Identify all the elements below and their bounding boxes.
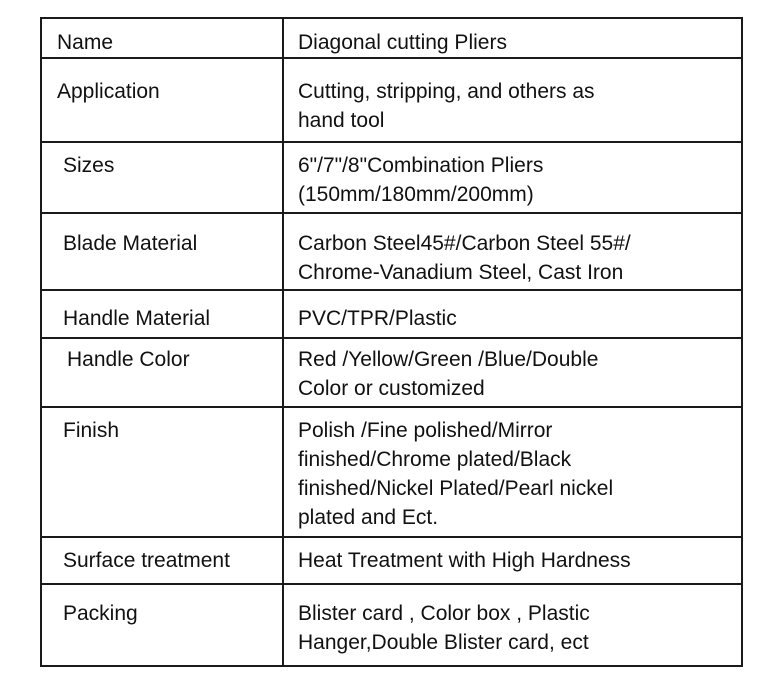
row-label: Sizes	[63, 154, 115, 177]
table-row	[41, 18, 742, 58]
row-label: Name	[57, 31, 114, 54]
row-label: Application	[57, 80, 160, 103]
table-row	[41, 338, 742, 407]
row-label-cell	[41, 213, 283, 290]
spec-table	[40, 17, 743, 667]
table-row	[41, 407, 742, 537]
row-value-cell	[283, 58, 742, 142]
row-value-cell	[283, 584, 742, 666]
row-label-cell	[41, 584, 283, 666]
row-value-cell	[283, 18, 742, 58]
row-value: Cutting, stripping, and others as hand tool	[298, 80, 595, 132]
row-value-cell	[283, 537, 742, 584]
row-label: Packing	[63, 602, 138, 625]
row-value: PVC/TPR/Plastic	[298, 307, 457, 330]
table-row	[41, 142, 742, 213]
row-label-cell	[41, 18, 283, 58]
row-value-cell	[283, 290, 742, 338]
row-label: Surface treatment	[63, 549, 230, 572]
row-value: Blister card , Color box , Plastic Hanger,Double Blister card, ect	[298, 602, 590, 654]
table-row	[41, 58, 742, 142]
row-value-cell	[283, 142, 742, 213]
row-label: Finish	[63, 419, 120, 442]
table-row	[41, 584, 742, 666]
row-value: Polish /Fine polished/Mirror finished/Chrome plated/Black finished/Nickel Plated/Pearl nickel plated and Ect.	[298, 419, 614, 529]
row-value-cell	[283, 407, 742, 537]
row-label-cell	[41, 58, 283, 142]
row-label-cell	[41, 407, 283, 537]
row-value: Red /Yellow/Green /Blue/Double Color or customized	[298, 348, 599, 400]
row-value-cell	[283, 213, 742, 290]
row-value: Diagonal cutting Pliers	[298, 31, 507, 54]
row-value: Heat Treatment with High Hardness	[298, 549, 631, 572]
row-value: Carbon Steel45#/Carbon Steel 55#/ Chrome-Vanadium Steel, Cast Iron	[298, 232, 631, 284]
row-label-cell	[41, 142, 283, 213]
row-label: Blade Material	[63, 232, 198, 255]
table-row	[41, 213, 742, 290]
row-value: 6"/7"/8"Combination Pliers (150mm/180mm/200mm)	[298, 154, 544, 206]
row-label-cell	[41, 338, 283, 407]
row-value-cell	[283, 338, 742, 407]
table-row	[41, 537, 742, 584]
row-label: Handle Material	[63, 307, 211, 330]
row-label-cell	[41, 290, 283, 338]
row-label-cell	[41, 537, 283, 584]
row-label: Handle Color	[67, 348, 190, 371]
table-row	[41, 290, 742, 338]
